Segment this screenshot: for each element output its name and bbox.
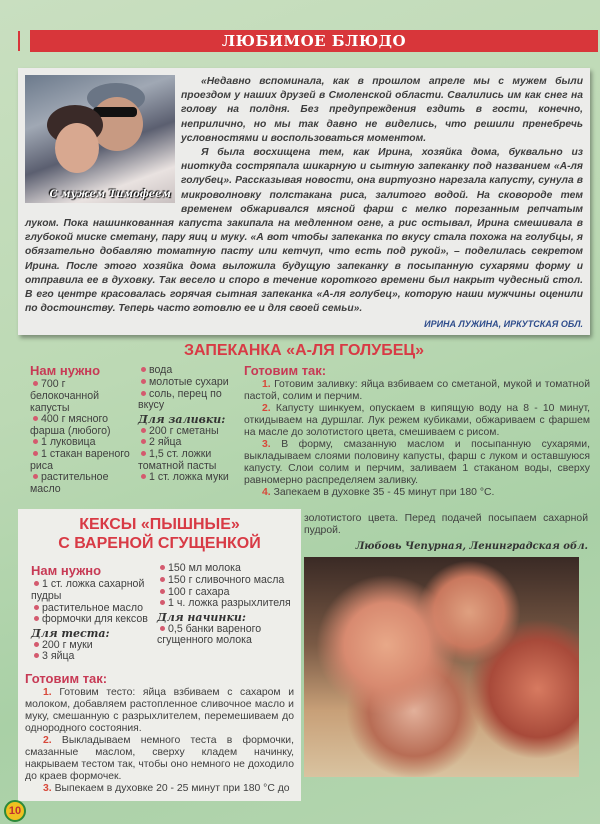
step-number: 3. (262, 439, 271, 451)
recipe2-steps-continuation: золотистого цвета. Перед подачей посыпаем сахарной пудрой. (304, 513, 588, 537)
recipe1-filling-label: Для заливки: (138, 412, 226, 426)
recipe2-ingredients-col1 (25, 563, 149, 663)
step-item (25, 783, 294, 795)
recipe2-need-label: Нам нужно (31, 563, 102, 579)
ingredient-item (30, 449, 134, 472)
bullet-icon (141, 379, 146, 384)
ingredient-item (30, 472, 134, 495)
bullet-icon (141, 391, 146, 396)
step-number: 2. (262, 403, 271, 415)
bullet-icon (34, 616, 39, 621)
recipe2-filling-label: Для начинки: (157, 610, 246, 624)
ingredient-text: 150 мл молока (168, 562, 241, 575)
ingredient-text: 1 ст. ложка муки (149, 471, 229, 484)
ingredient-item (157, 598, 294, 610)
step-item (244, 379, 590, 403)
bullet-icon (160, 626, 165, 631)
ingredient-list (157, 563, 294, 609)
step-number: 4. (262, 487, 271, 499)
woman-face (55, 123, 99, 173)
bullet-icon (141, 451, 146, 456)
ingredient-text: 2 яйца (149, 436, 182, 449)
bullet-icon (160, 577, 165, 582)
bullet-icon (33, 416, 38, 421)
bullet-icon (34, 605, 39, 610)
recipe2-right-column (304, 509, 588, 801)
ingredient-item (138, 449, 240, 472)
ingredient-text: вода (149, 364, 173, 377)
step-item (25, 735, 294, 783)
step-text: В форму, смазанную маслом и посыпанную сухарями, выкладываем слоями половину капусты, фарш с луком и оставшуюся капусту. Слои солим и перчим, заливаем 1 стаканом воды, сверху равномерно распределяем заливку. (244, 439, 590, 487)
ingredient-text: 200 г муки (42, 638, 93, 651)
step-text: Готовим тесто: яйца взбиваем с сахаром и молоком, добавляем растопленное сливочное масло и муку, смешанную с разрыхлителем, перемешиваем до однородного состояния. (25, 687, 295, 735)
ingredient-text: 100 г сахара (168, 585, 230, 598)
bullet-icon (34, 653, 39, 658)
recipe2-ingredients-col2 (157, 563, 294, 663)
bullet-icon (33, 451, 38, 456)
recipe1-body (18, 363, 590, 499)
bullet-icon (141, 474, 146, 479)
ingredient-item (31, 614, 149, 626)
story-box (18, 68, 590, 335)
recipe1-section (18, 341, 590, 499)
ingredient-item (157, 624, 294, 647)
ingredient-item (31, 651, 149, 663)
ingredient-text: 1 ст. ложка сахарной пудры (31, 578, 145, 603)
bullet-icon (33, 381, 38, 386)
recipe2-author: Любовь Чепурная, Ленинградская обл. (355, 541, 588, 553)
step-item (244, 487, 590, 499)
ingredient-text: 150 г сливочного масла (168, 574, 285, 587)
couple-photo (25, 75, 175, 203)
ingredient-list (31, 579, 149, 625)
step-list (25, 687, 294, 795)
ingredient-list (157, 624, 294, 647)
recipe2-title-line2: С ВАРЕНОЙ СГУЩЕНКОЙ (58, 535, 261, 553)
step-text: Выпекаем в духовке 20 - 25 минут при 180 °С до (54, 783, 290, 795)
recipe1-title: ЗАПЕКАНКА «А-ЛЯ ГОЛУБЕЦ» (184, 342, 424, 360)
ingredient-text: 1 ч. ложка разрыхлителя (168, 597, 291, 610)
ingredient-list (31, 640, 149, 663)
ingredient-item (138, 472, 240, 484)
recipe2-dough-label: Для теста: (31, 626, 110, 640)
story-paragraph-2b: фарш с мелко порезанным репчатым луком. Пока нашинкованная капуста закипала на медленном огне, а рис остывал, Ирина смешивала в глубокой миске сметану, пару яиц и муку. «А вот чтобы запеканка по вкусу стала похожа на голубцы, я обязательно добавляю томатную пасту или кетчуп, что есть под рукой», – поделилась секретом Ирина. После этого хозяйка дома выложила будущую запеканку в посыпанную сухарями форму и отправила ее в духовку. Так весело и споро в течение короткого времени был накрыт чудесный стол. В его центре красовалась горячая сытная запеканка «А-ля голубец», которую наши мужчины оценили по достоинству. Теперь часто готовлю ее и для своей семьи». (25, 203, 583, 315)
step-text: Выкладываем немного теста в формочки, смазанные маслом, сверху кладем начинку, накрываем тестом так, чтобы оно немного не доходило до краев формочек. (25, 735, 294, 783)
bullet-icon (160, 565, 165, 570)
step-number: 2. (43, 735, 52, 747)
ingredient-list (138, 426, 240, 484)
recipe2-title (25, 515, 294, 553)
recipe2-ingredients (25, 563, 294, 663)
bullet-icon (34, 581, 39, 586)
bullet-icon (141, 367, 146, 372)
recipe2-section (18, 509, 590, 801)
bullet-icon (160, 600, 165, 605)
ingredient-text: молотые сухари (149, 376, 229, 389)
ingredient-list (138, 365, 240, 411)
recipe1-steps (244, 363, 590, 499)
bullet-icon (141, 428, 146, 433)
story-paragraph-2a: Я была восхищена тем, как Ирина, хозяйка дома, буквально из ниоткуда состряпала шикарную и сытную запеканку под названием «А-ля голубец». Рассказывая новости, она виртуозно нарезала капусту, сунула в микроволновку полстакана риса, залитого водой. На сковороде тем временем обжаривался мясной (181, 147, 583, 215)
step-text: Запекаем в духовке 35 - 45 минут при 180 °С. (273, 487, 495, 499)
ingredient-text: 0,5 банки вареного сгущенного молока (157, 622, 262, 647)
recipe2-title-line1: КЕКСЫ «ПЫШНЫЕ» (79, 516, 240, 534)
bullet-icon (141, 439, 146, 444)
ingredient-text: формочки для кексов (42, 613, 148, 626)
step-item (244, 439, 590, 487)
page-content (18, 68, 590, 801)
ingredient-item (138, 389, 240, 412)
ingredient-text: 200 г сметаны (149, 424, 219, 437)
step-text: Готовим заливку: яйца взбиваем со сметаной, мукой и томатной пастой, солим и перчим. (244, 379, 591, 403)
recipe2-steps-label: Готовим так: (25, 671, 108, 687)
step-number: 1. (43, 687, 52, 699)
ingredient-text: растительное масло (42, 601, 144, 614)
ingredient-text: 1,5 ст. ложки томатной пасты (138, 448, 217, 472)
page-number: 10 (4, 800, 26, 822)
bullet-icon (33, 439, 38, 444)
header-ornament (18, 31, 30, 51)
photo-caption: С мужем Тимофеем (49, 189, 171, 200)
step-text: Капусту шинкуем, опускаем в кипящую воду на 8 - 10 минут, откидываем на дуршлаг. Лук режем кубиками, обжариваем с фаршем на масле до золотистого цвета, смешиваем с рисом. (244, 403, 591, 439)
recipe1-need-label: Нам нужно (30, 363, 101, 379)
step-item (244, 403, 590, 439)
cupcakes-photo (304, 557, 579, 777)
bullet-icon (33, 474, 38, 479)
recipe1-steps-label: Готовим так: (244, 363, 327, 379)
ingredient-list (30, 379, 134, 495)
bullet-icon (160, 589, 165, 594)
step-list (244, 379, 590, 499)
recipe1-ingredients-col1 (30, 363, 134, 499)
ingredient-item (30, 414, 134, 437)
story-paragraph-1: «Недавно вспоминала, как в прошлом апреле мы с мужем были проездом у наших друзей в Смоленской области. Свалились им как снег на голову на полдня. Без предупреждения ездить в гости, конечно, неприлично, но мы так давно не виделись, что решили пренебречь условностями и воспользоваться моментом. (181, 76, 583, 144)
ingredient-text: 1 луковица (41, 436, 96, 449)
step-number: 1. (262, 379, 271, 391)
recipe2-box (18, 509, 301, 801)
ingredient-text: 700 г белокочанной капусты (30, 378, 100, 414)
ingredient-text: 1 стакан вареного риса (30, 448, 130, 472)
ingredient-text: соль, перец по вкусу (138, 387, 222, 412)
story-author: ИРИНА ЛУЖИНА, ИРКУТСКАЯ ОБЛ. (424, 319, 583, 330)
step-number: 3. (43, 783, 52, 795)
recipe1-ingredients-col2 (138, 363, 240, 499)
ingredient-text: 400 г мясного фарша (любого) (30, 413, 111, 437)
ingredient-text: растительное масло (30, 471, 109, 495)
ingredient-item (31, 579, 149, 602)
bullet-icon (34, 642, 39, 647)
recipe2-steps (25, 671, 294, 795)
ingredient-text: 3 яйца (42, 650, 75, 663)
ingredient-item (30, 379, 134, 414)
section-header: ЛЮБИМОЕ БЛЮДО (30, 30, 598, 52)
step-item (25, 687, 294, 735)
